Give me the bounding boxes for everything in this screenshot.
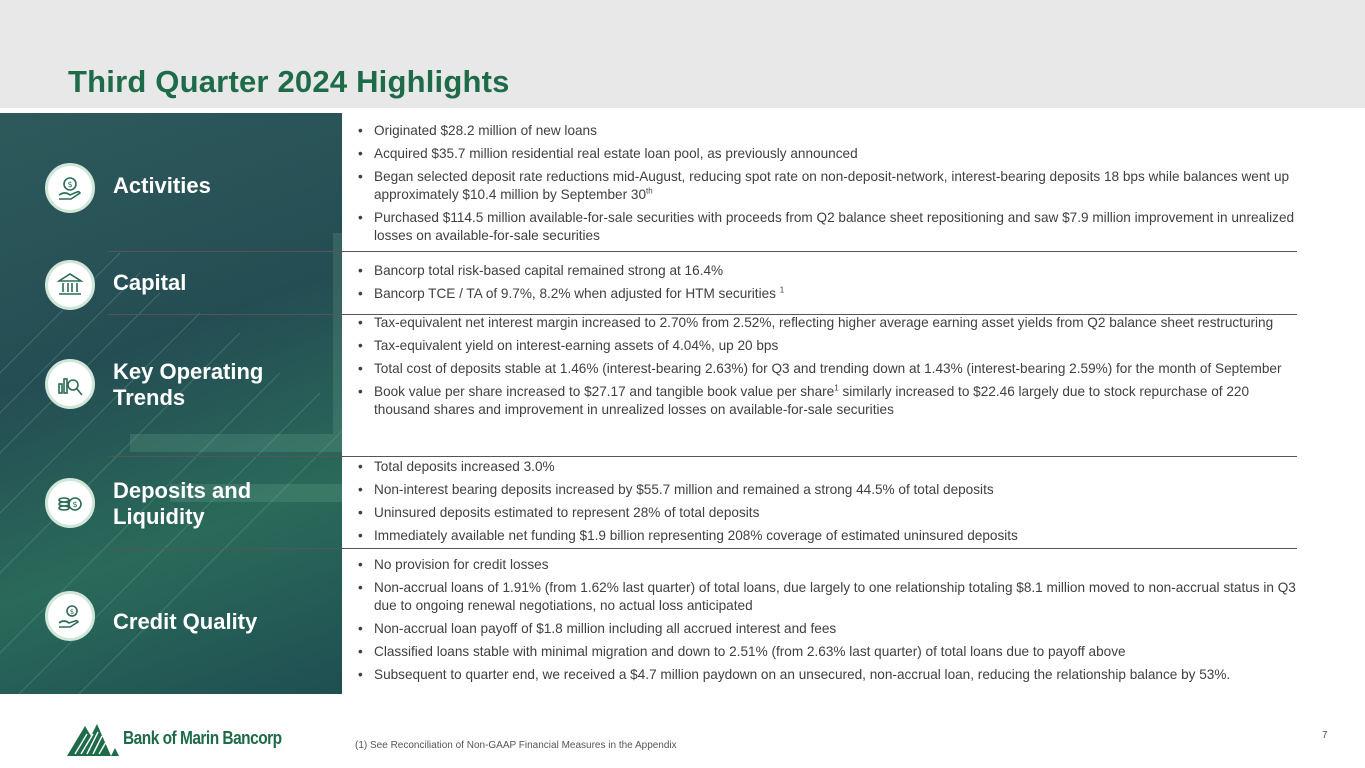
bullet-item: • Tax-equivalent net interest margin increased to 2.70% from 2.52%, reflecting higher average earning asset yields from Q2 balance sheet restructuring: [358, 314, 1298, 332]
logo-text: Bank of Marin Bancorp: [123, 727, 282, 748]
company-logo: [67, 720, 307, 756]
section-activities: [358, 122, 1298, 250]
bullet-item: • Total deposits increased 3.0%: [358, 458, 1298, 476]
section-capital: [358, 262, 1298, 308]
section-divider: [108, 251, 1297, 252]
page-title: Third Quarter 2024 Highlights: [68, 64, 510, 99]
bullet-item: • Non-interest bearing deposits increased by $55.7 million and remained a strong 44.5% of total deposits: [358, 481, 1298, 499]
bullet-item: [358, 285, 1298, 303]
category-sidebar: [0, 113, 342, 694]
bullet-item: • Bancorp total risk-based capital remained strong at 16.4%: [358, 262, 1298, 280]
bullet-text: Bancorp TCE / TA of 9.7%, 8.2% when adjusted for HTM securities: [374, 286, 780, 301]
bullet-item: • Classified loans stable with minimal migration and down to 2.51% (from 2.63% last quarter) of total loans due to payoff above: [358, 643, 1298, 661]
bullet-item: • Acquired $35.7 million residential real estate loan pool, as previously announced: [358, 145, 1298, 163]
bullet-item: • Uninsured deposits estimated to represent 28% of total deposits: [358, 504, 1298, 522]
bullet-item: • Subsequent to quarter end, we received a $4.7 million paydown on an unsecured, non-accrual loan, reducing the relationship balance by 53%.: [358, 666, 1298, 684]
category-label-deposits-and-liquidity: Deposits and Liquidity: [113, 478, 252, 529]
bullet-item: • Immediately available net funding $1.9 billion representing 208% coverage of estimated uninsured deposits: [358, 527, 1298, 545]
bullet-item: • Tax-equivalent yield on interest-earning assets of 4.04%, up 20 bps: [358, 337, 1298, 355]
superscript: th: [646, 186, 653, 196]
section-divider: [108, 456, 1297, 457]
bullet-item: • No provision for credit losses: [358, 556, 1298, 574]
bullet-text: Book value per share increased to $27.17 and tangible book value per share: [374, 384, 835, 399]
section-key-operating-trends: [358, 314, 1298, 424]
bullet-item: • Purchased $114.5 million available-for-sale securities with proceeds from Q2 balance sheet repositioning and saw $7.9 million improvement in unrealized losses on available-for-sale securities: [358, 209, 1298, 245]
bullet-item: [358, 168, 1298, 204]
coins-stack-icon: [45, 478, 95, 528]
bank-building-icon: [45, 260, 95, 310]
chart-magnifier-icon: [45, 359, 95, 409]
category-label-credit-quality: Credit Quality: [113, 609, 258, 634]
page-number: 7: [1322, 730, 1328, 741]
svg-text:$: $: [72, 500, 78, 509]
bullet-item: • Non-accrual loans of 1.91% (from 1.62% last quarter) of total loans, due largely to one relationship totaling $8.1 million moved to non-accrual status in Q3 due to ongoing renewal negotiations, no actual loss anticipated: [358, 579, 1298, 615]
superscript: 1: [834, 383, 839, 393]
bullet-text: Began selected deposit rate reductions mid-August, reducing spot rate on non-deposit-network, interest-bearing deposits 18 bps while balances went up approximately $10.4 million by September 30: [374, 169, 1290, 202]
bullet-item: • Non-accrual loan payoff of $1.8 million including all accrued interest and fees: [358, 620, 1298, 638]
category-label-key-operating-trends: Key Operating Trends: [113, 359, 264, 410]
svg-text:$: $: [69, 608, 75, 616]
category-label-activities: Activities: [113, 173, 211, 198]
superscript: 1: [779, 285, 785, 295]
bullet-item: [358, 383, 1298, 419]
hand-coin-icon: [45, 591, 95, 641]
bullet-item: • Originated $28.2 million of new loans: [358, 122, 1298, 140]
svg-text:$: $: [67, 180, 73, 189]
section-deposits-and-liquidity: [358, 458, 1298, 550]
mountain-tree-logo-icon: [67, 720, 121, 756]
bullet-item: • Total cost of deposits stable at 1.46% (interest-bearing 2.63%) for Q3 and trending down at 1.43% (interest-bearing 2.59%) for the month of September: [358, 360, 1298, 378]
bullet-text: similarly increased to $22.46 largely due to stock repurchase of 220 thousand shares and improvement in unrealized losses on available-for-sale securities: [374, 384, 1250, 417]
category-label-capital: Capital: [113, 270, 187, 295]
section-divider: [108, 548, 1297, 549]
footnote: (1) See Reconciliation of Non-GAAP Financial Measures in the Appendix: [355, 740, 677, 751]
money-hand-icon: [45, 163, 95, 213]
section-credit-quality: [358, 556, 1298, 689]
